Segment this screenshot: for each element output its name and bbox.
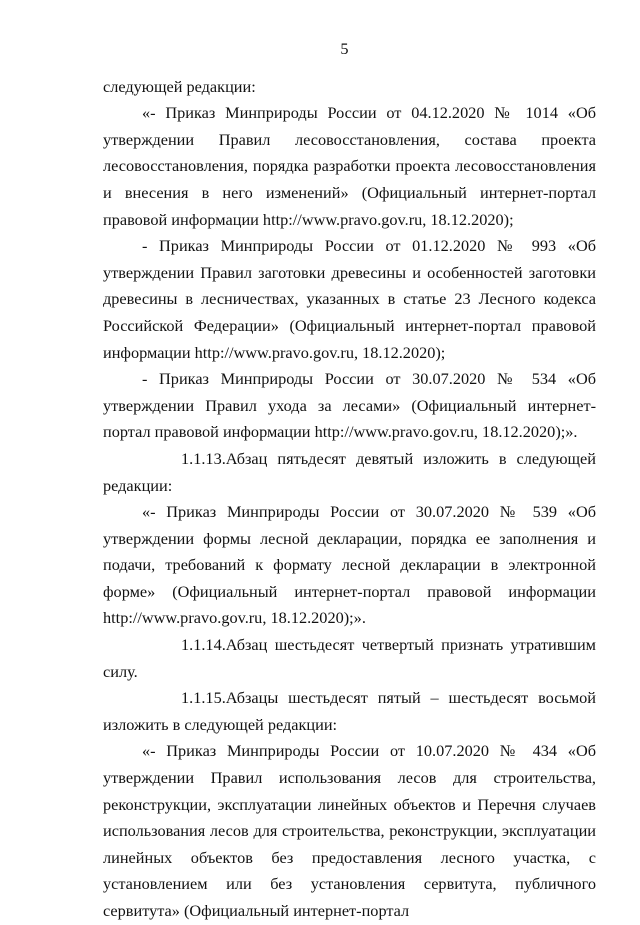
paragraph-order-539: «- Приказ Минприроды России от 30.07.2020 № 539 «Об утверждении формы лесной декларации, порядка ее заполнения и подачи, требований к формату лесной декларации в электронной форме» (Официальный интернет-портал правовой информации http://www.pravo.gov.ru, 18.12.2020);». bbox=[103, 502, 596, 628]
paragraph-order-993: - Приказ Минприроды России от 01.12.2020 № 993 «Об утверждении Правил заготовки древесины и особенностей заготовки древесины в лесничествах, указанных в статье 23 Лесного кодекса Российской Федерации» (Официальный интернет-портал правовой информации http://www.pravo.gov.ru, 18.12.2020); bbox=[103, 236, 596, 362]
item-number: 1.1.15. bbox=[181, 688, 226, 708]
page-number: 5 bbox=[340, 39, 349, 58]
paragraph-order-534: - Приказ Минприроды России от 30.07.2020 № 534 «Об утверждении Правил ухода за лесами» (Официальный интернет-портал правовой информации http://www.pravo.gov.ru, 18.12.2020);». bbox=[103, 369, 596, 442]
paragraph-item-1-1-15 bbox=[103, 685, 596, 738]
item-text: Абзацы шестьдесят пятый – шестьдесят восьмой изложить в следующей редакции: bbox=[103, 688, 596, 734]
item-number: 1.1.14. bbox=[181, 635, 226, 655]
item-number: 1.1.13. bbox=[181, 448, 226, 468]
item-text: Абзац пятьдесят девятый изложить в следующей редакции: bbox=[103, 448, 596, 495]
paragraph-order-1014: «- Приказ Минприроды России от 04.12.2020 № 1014 «Об утверждении Правил лесовосстановления, состава проекта лесовосстановления, порядка разработки проекта лесовосстановления и внесения в него изменений» (Официальный интернет-портал правовой информации http://www.pravo.gov.ru, 18.12.2020); bbox=[103, 103, 596, 229]
item-text: Абзац шестьдесят четвертый признать утратившим силу. bbox=[103, 635, 596, 681]
paragraph-item-1-1-14 bbox=[103, 632, 596, 685]
paragraph-item-1-1-13 bbox=[103, 446, 596, 499]
paragraph-intro: следующей редакции: bbox=[103, 76, 256, 96]
paragraph-order-434: «- Приказ Минприроды России от 10.07.2020 № 434 «Об утверждении Правил использования лесов для строительства, реконструкции, эксплуатации линейных объектов и Перечня случаев использования лесов для строительства, реконструкции, эксплуатации линейных объектов без предоставления лесного участка, с установлением или без установления сервитута, публичного сервитута» (Официальный интернет-портал bbox=[103, 741, 596, 920]
